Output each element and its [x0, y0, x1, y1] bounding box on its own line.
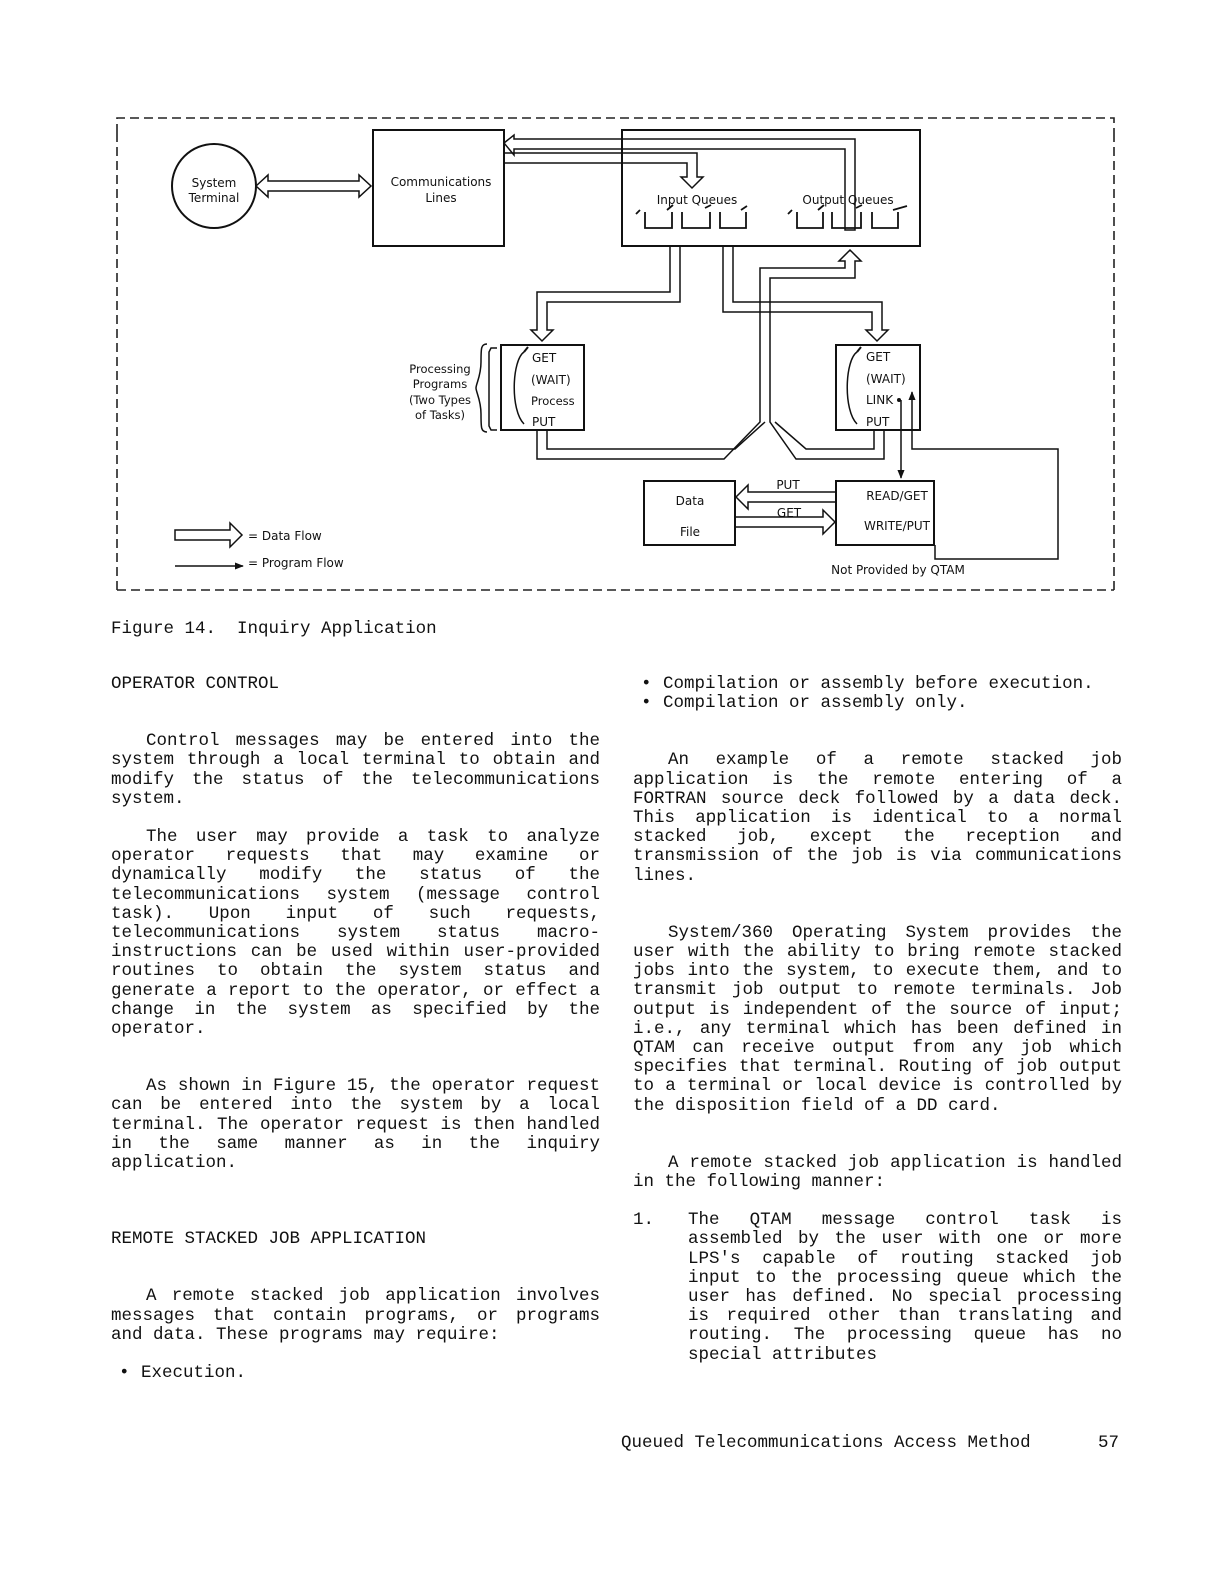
- processing-task-right: [836, 345, 920, 430]
- paragraph-os360: System/360 Operating System provides the user with the ability to bring remote stacked jobs into the system, to execute them, and to transmit job output to remote terminals. Job output is independent of the source of input; i.e., any terminal which has been defined in QTAM can receive output from any job which specifies that terminal. Routing of job output to a terminal or local device is controlled by the disposition field of a DD card.: [633, 922, 1122, 1116]
- not-provided-label: Not Provided by QTAM: [831, 563, 965, 577]
- inquiry-application-figure: [0, 0, 1224, 600]
- legend-program-flow: = Program Flow: [248, 556, 344, 570]
- processing-programs-line-2: Programs: [412, 377, 468, 391]
- figure-caption: [111, 620, 437, 639]
- read-write-box: [836, 481, 934, 545]
- task-right-link: LINK: [866, 393, 894, 407]
- data-flow-legend-icon: [175, 523, 242, 547]
- legend: [175, 523, 344, 570]
- communications-lines-label-1: Communications: [390, 175, 492, 189]
- right-column: [633, 675, 1122, 1365]
- task-right-put: PUT: [866, 415, 890, 429]
- processing-programs-label: [409, 344, 487, 432]
- processing-programs-line-4: of Tasks): [414, 408, 466, 422]
- link-program-flow: [901, 392, 1058, 559]
- data-file-label-2: File: [679, 525, 701, 539]
- item-1-text: The QTAM message control task is assembled by the user with one or more LPS's capable of routing stacked job input to the processing queue which the user has defined. No special processing is required other than translating and routing. The processing queue has no special attributes: [688, 1210, 1122, 1365]
- figure-number: Figure 14.: [111, 619, 217, 639]
- queues-to-tasks-data-flow: [531, 246, 888, 341]
- terminal-lines-data-flow: [256, 175, 371, 197]
- paragraph-operator-2: The user may provide a task to analyze operator requests that may examine or dynamically modify the status of the telecommunications system (message control task). Upon input of such requests, telecommunications system status macro-instructions can be used within user-provided routines to obtain the system status and generate a report to the operator, or effect a change in the system as specified by the operator.: [111, 827, 600, 1040]
- figure-frame: [117, 118, 1114, 590]
- running-footer: Queued Telecommunications Access Method: [621, 1433, 1031, 1453]
- paragraph-remote-1: A remote stacked job application involves messages that contain programs, or programs and data. These programs may require:: [111, 1286, 600, 1345]
- data-file-label-1: Data: [675, 494, 705, 508]
- write-put-label: WRITE/PUT: [863, 519, 931, 533]
- task-right-get: GET: [866, 350, 891, 364]
- tasks-to-output-queues-data-flow: [537, 312, 884, 459]
- figure-title: Inquiry Application: [237, 619, 437, 639]
- get-flow-label: GET: [776, 506, 802, 520]
- task-left-put: PUT: [532, 415, 556, 429]
- operator-control-heading: OPERATOR CONTROL: [111, 674, 280, 694]
- input-queues-label: Input Queues: [656, 193, 738, 207]
- system-terminal-label-2: Terminal: [188, 191, 240, 205]
- legend-data-flow: = Data Flow: [248, 529, 322, 543]
- put-flow-label: PUT: [776, 478, 800, 492]
- output-queues-label: Output Queues: [802, 193, 894, 207]
- task-left-wait: (WAIT): [531, 373, 571, 387]
- system-terminal: [172, 144, 256, 228]
- queues-box: [622, 130, 920, 246]
- communications-lines-label-2: Lines: [425, 191, 457, 205]
- bullet-execution: • Execution.: [119, 1363, 247, 1384]
- paragraph-operator-1: Control messages may be entered into the system through a local terminal to obtain and modify the status of the telecommunications system.: [111, 731, 600, 809]
- left-column: [111, 675, 600, 1383]
- processing-programs-line-1: Processing: [409, 362, 471, 376]
- task-right-wait: (WAIT): [866, 372, 906, 386]
- paragraph-example: An example of a remote stacked job application is the remote entering of a FORTRAN source deck followed by a data deck. This application is identical to a normal stacked job, except the reception and transmission of the job is via communications lines.: [633, 750, 1122, 886]
- data-file: [644, 481, 735, 545]
- bullet-compile-before-execution: • Compilation or assembly before execution.: [641, 674, 1094, 694]
- lines-to-input-queues-data-flow: [504, 135, 855, 230]
- page-number: 57: [1098, 1433, 1120, 1453]
- queue-symbols: [636, 205, 907, 228]
- paragraph-handled: A remote stacked job application is handled in the following manner:: [633, 1152, 1122, 1193]
- system-terminal-label-1: System: [191, 176, 237, 190]
- remote-stacked-job-heading: REMOTE STACKED JOB APPLICATION: [111, 1229, 427, 1250]
- communications-lines: [373, 130, 504, 246]
- numbered-item-1: [633, 1211, 1122, 1365]
- task-left-get: GET: [532, 351, 557, 365]
- item-1-number: 1.: [633, 1210, 655, 1231]
- paragraph-operator-3: As shown in Figure 15, the operator request can be entered into the system by a local terminal. The operator request is then handled in the same manner as in the inquiry application.: [111, 1076, 600, 1174]
- read-get-label: READ/GET: [866, 489, 928, 503]
- processing-programs-line-3: (Two Types: [408, 393, 472, 407]
- bullet-compile-only: • Compilation or assembly only.: [641, 693, 968, 714]
- task-left-process: Process: [531, 394, 575, 408]
- processing-task-left: [489, 345, 584, 430]
